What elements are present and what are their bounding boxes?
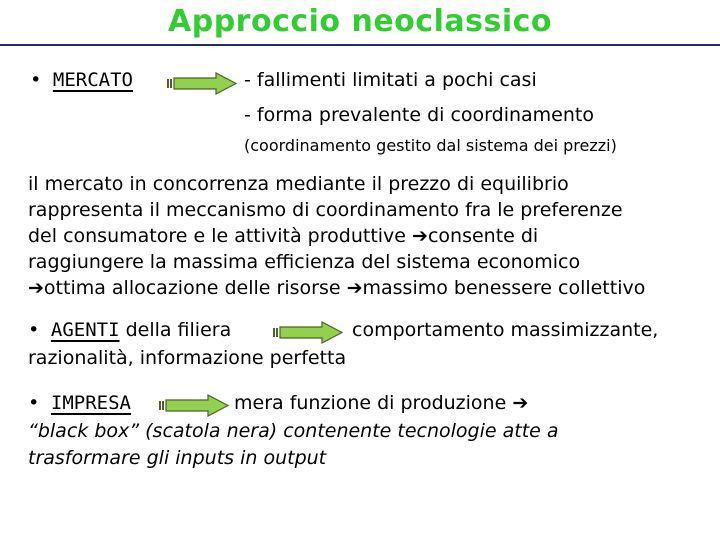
mercato-item-2: - forma prevalente di coordinamento bbox=[244, 104, 594, 126]
paragraph-line-3-text: del consumatore e le attività produttive bbox=[28, 225, 413, 247]
mercato-item-1: - fallimenti limitati a pochi casi bbox=[244, 69, 537, 91]
agenti-label: AGENTI bbox=[50, 319, 120, 341]
impresa-line-2: “black box” (scatola nera) contenente tecnologie atte a bbox=[28, 420, 559, 442]
agenti-result: comportamento massimizzante, bbox=[352, 319, 659, 341]
agenti-line-2: razionalità, informazione perfetta bbox=[28, 347, 347, 369]
mercato-note: (coordinamento gestito dal sistema dei prezzi) bbox=[244, 136, 617, 155]
bullet: • bbox=[28, 319, 51, 341]
block-arrow-right-icon bbox=[158, 393, 230, 417]
paragraph-line-4: raggiungere la massima efficienza del sistema economico bbox=[28, 251, 581, 273]
agenti-suffix: della filiera bbox=[119, 319, 232, 341]
paragraph-line-5-text: ottima allocazione delle risorse bbox=[43, 277, 347, 299]
paragraph-line-3 bbox=[28, 224, 538, 248]
impresa-label: IMPRESA bbox=[50, 392, 131, 414]
block-arrow-right-icon bbox=[166, 71, 238, 95]
arrow-right-icon: ➔ bbox=[28, 277, 44, 299]
mercato-heading bbox=[30, 68, 133, 92]
block-arrow-right-icon bbox=[272, 320, 344, 344]
agenti-heading bbox=[28, 318, 231, 342]
paragraph-line-2: rappresenta il meccanismo di coordinamento fra le preferenze bbox=[28, 199, 623, 221]
impresa-result bbox=[234, 391, 528, 415]
impresa-line-3: trasformare gli inputs in output bbox=[28, 447, 327, 469]
bullet: • bbox=[30, 69, 53, 91]
paragraph-line-5-result: massimo benessere collettivo bbox=[362, 277, 646, 299]
arrow-right-icon: ➔ bbox=[346, 277, 363, 299]
bullet: • bbox=[28, 392, 51, 414]
impresa-heading bbox=[28, 391, 131, 415]
arrow-right-icon: ➔ bbox=[412, 225, 428, 247]
paragraph-line-3-result: consente di bbox=[427, 225, 539, 247]
paragraph-line-5 bbox=[28, 276, 645, 300]
mercato-label: MERCATO bbox=[52, 69, 133, 91]
paragraph-line-1: il mercato in concorrenza mediante il prezzo di equilibrio bbox=[28, 173, 569, 195]
arrow-right-icon: ➔ bbox=[512, 392, 529, 414]
page-title: Approccio neoclassico bbox=[168, 4, 552, 39]
impresa-result-text: mera funzione di produzione bbox=[234, 392, 513, 414]
title-divider bbox=[0, 44, 720, 46]
